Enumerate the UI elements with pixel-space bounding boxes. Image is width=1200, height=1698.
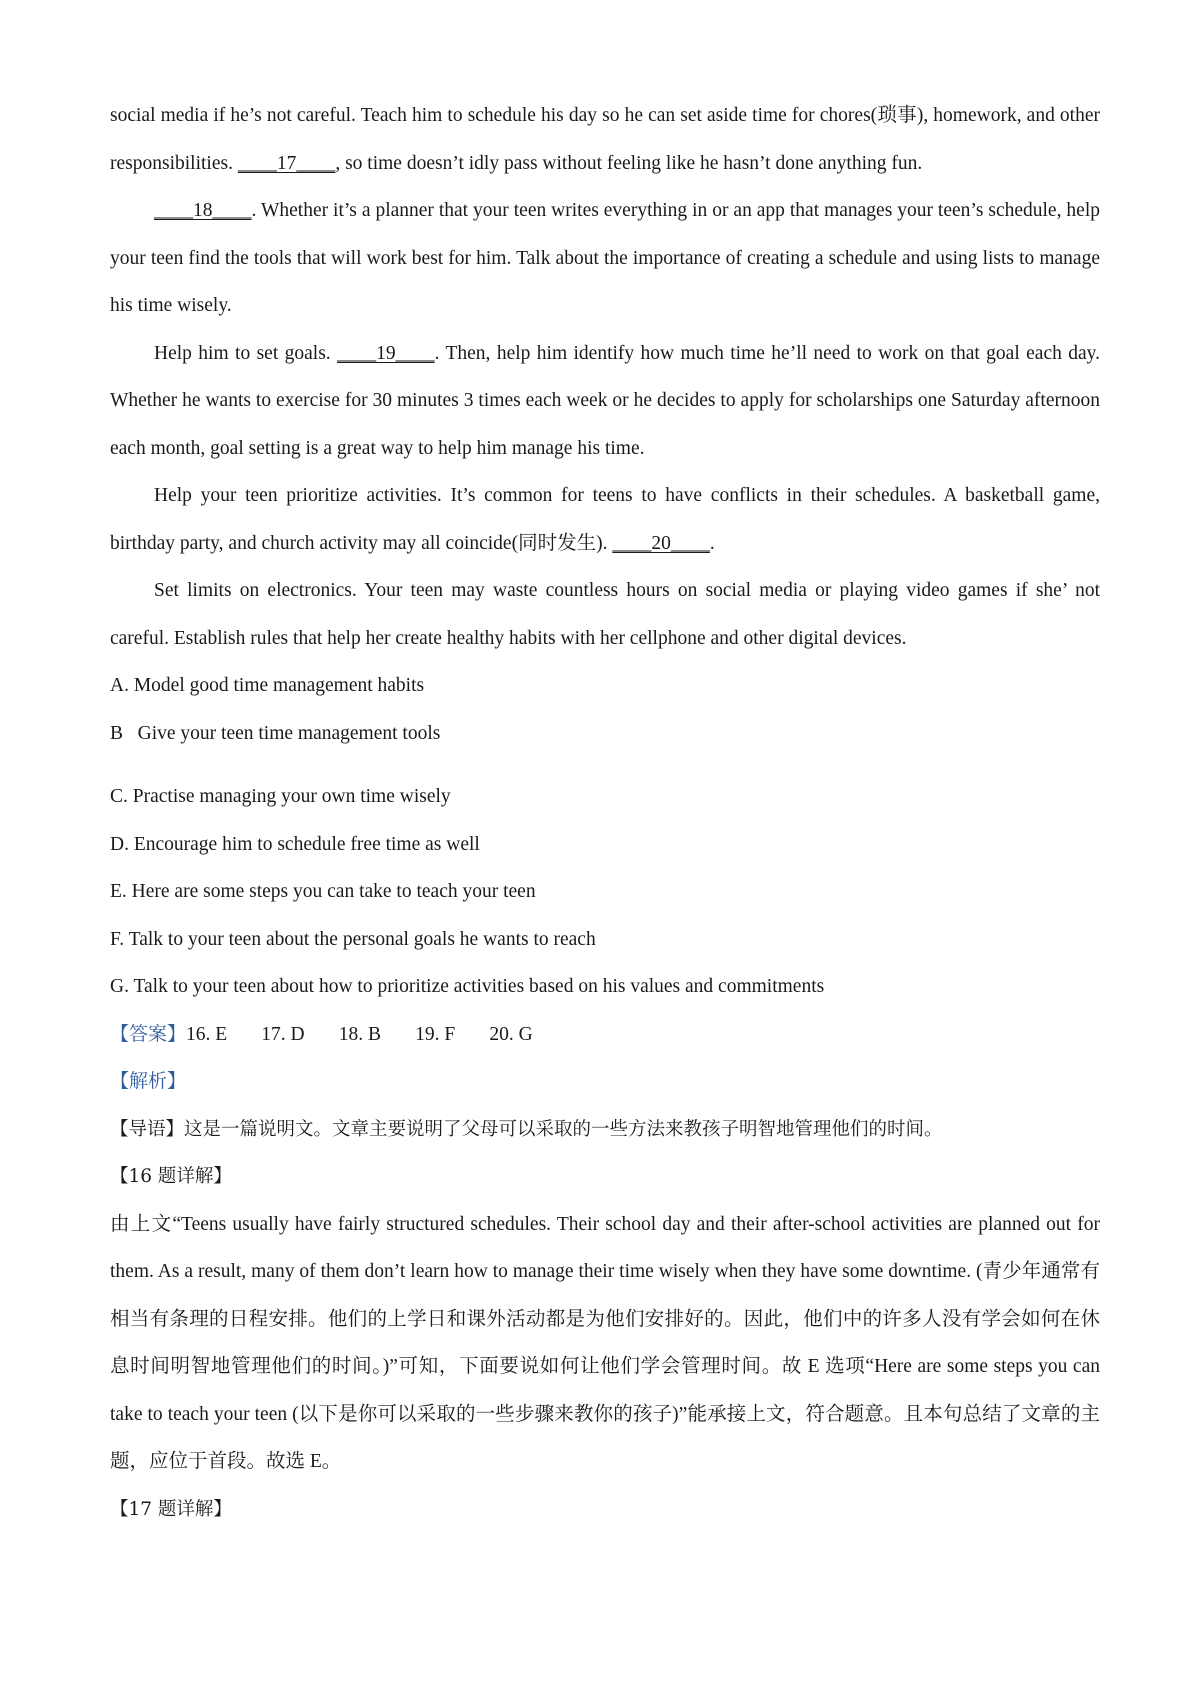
option-g: G. Talk to your teen about how to prioritize activities based on his values and commitments — [110, 976, 825, 997]
option-c: C. Practise managing your own time wisely — [110, 786, 451, 807]
q16-explanation: 由上文“Teens usually have fairly structured schedules. Their school day and their after-school activities are planned out for them. As a result, many of them don’t learn how to manage their time wisely when they have some downtime. (青少年通常有相当有条理的日程安排。他们的上学日和课外活动都是为他们安排好的。因此，他们中的许多人没有学会如何在休息时间明智地管理他们的时间。)”可知，下面要说如何让他们学会管理时间。故 E 选项“Here are some steps you can take to teach your teen (以下是你可以采取的一些步骤来教你的孩子)”能承接上文，符合题意。且本句总结了文章的主题，应位于首段。故选 E。 — [110, 1213, 1100, 1472]
answer-tag: 【答案】 — [110, 1022, 187, 1045]
blank-19: ____19____ — [337, 342, 435, 364]
q17-heading: 【17 题详解】 — [110, 1498, 232, 1520]
option-a: A. Model good time management habits — [110, 675, 425, 696]
passage-text: . — [709, 532, 715, 554]
option-f: F. Talk to your teen about the personal goals he wants to reach — [110, 928, 596, 950]
passage-paragraph-1 — [110, 92, 1100, 187]
option-d: D. Encourage him to schedule free time as well — [110, 833, 480, 855]
passage-paragraph-3 — [110, 330, 1100, 473]
answer-values: 16. E 17. D 18. B 19. F 20. G — [186, 1023, 533, 1045]
option-b: B Give your teen time management tools — [110, 722, 441, 744]
blank-18: ____18____ — [154, 200, 252, 221]
document-page — [110, 92, 1100, 1533]
passage-paragraph-4 — [110, 472, 1100, 567]
passage-text: Help him to set goals. — [154, 342, 338, 364]
passage-text: , so time doesn’t idly pass without feeling like he hasn’t done anything fun. — [335, 152, 923, 174]
analysis-tag: 【解析】 — [110, 1070, 187, 1092]
analysis-line — [110, 1058, 1100, 1106]
q16-heading: 【16 题详解】 — [110, 1166, 232, 1187]
option-e: E. Here are some steps you can take to teach your teen — [110, 881, 536, 902]
passage-text: . Then, help him identify how much time he’ll need to work on that goal each day. Whether he wants to exercise for 30 minutes 3 times each week or he decides to apply for scholarships one Saturday afternoon each month, goal setting is a great way to help him manage his time. — [110, 342, 1101, 459]
passage-text: Help your teen prioritize activities. It’s common for teens to have conflicts in their schedules. A basketball game, birthday party, and church activity may all coincide(同时发生). — [110, 485, 1100, 554]
passage-paragraph-2 — [110, 187, 1100, 330]
passage-text: social media if he’s not careful. Teach him to schedule his day so he can set aside time for chores(琐事), homework, and other responsibilities. — [110, 105, 1100, 174]
blank-17: ____17____ — [237, 152, 336, 174]
answer-line — [110, 1011, 1100, 1059]
analysis-intro: 【导语】这是一篇说明文。文章主要说明了父母可以采取的一些方法来教孩子明智地管理他们的时间。 — [110, 1118, 943, 1140]
passage-text: . Whether it’s a planner that your teen writes everything in or an app that manages your teen’s schedule, help your teen find the tools that will work best for him. Talk about the importance of creating a schedule and using lists to manage his time wisely. — [110, 200, 1100, 316]
passage-paragraph-5: Set limits on electronics. Your teen may waste countless hours on social media or playing video games if she’ not careful. Establish rules that help her create healthy habits with her cellphone and other digital devices. — [110, 580, 1100, 649]
blank-20: ____20____ — [612, 532, 710, 554]
